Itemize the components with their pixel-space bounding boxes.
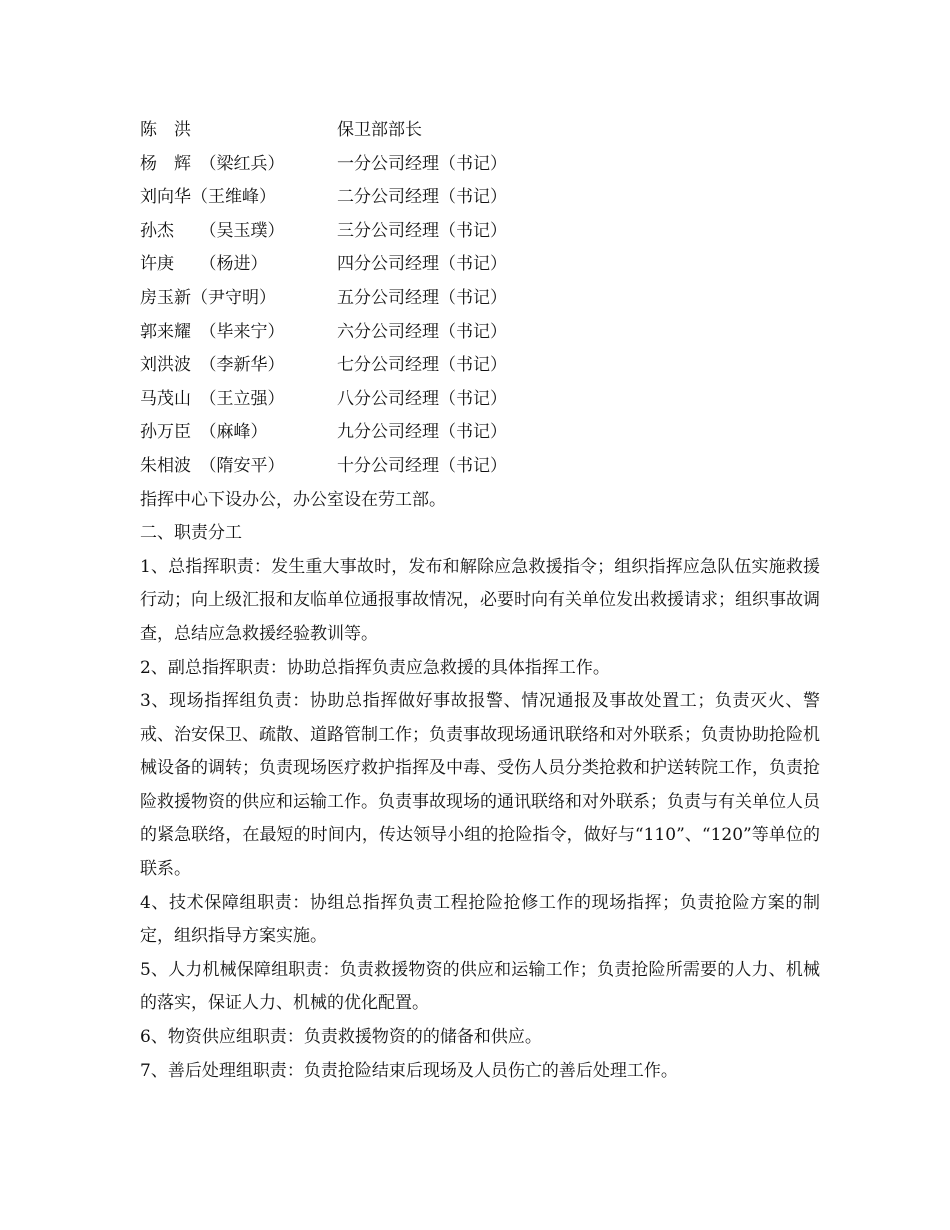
duty-paragraph: 5、人力机械保障组职责：负责救援物资的供应和运输工作；负责抢险所需要的人力、机械的落实，保证人力、机械的优化配置。 [140,959,820,1014]
duty-paragraph: 1、总指挥职责：发生重大事故时，发布和解除应急救援指令；组织指挥应急队伍实施救援行动；向上级汇报和友临单位通报事故情况，必要时向有关单位发出救援请求；组织事故调查，总结应急救援经验教训等。 [140,556,820,644]
roster-role: 六分公司经理（书记） [337,321,507,342]
roster-row [140,181,820,215]
roster-row [140,383,820,417]
roster-role: 四分公司经理（书记） [337,254,507,275]
roster-row [140,248,820,282]
duty-paragraph: 4、技术保障组职责：协组总指挥负责工程抢险抢修工作的现场指挥；负责抢险方案的制定，组织指导方案实施。 [140,892,820,947]
duty-paragraph: 2、副总指挥职责：协助总指挥负责应急救援的具体指挥工作。 [140,657,610,678]
document-page [140,114,820,1088]
roster-name: 孙杰 （吴玉璞） [140,220,285,241]
duty-paragraph: 7、善后处理组职责：负责抢险结束后现场及人员伤亡的善后处理工作。 [140,1060,678,1081]
roster-role: 三分公司经理（书记） [337,220,507,241]
roster-row [140,282,820,316]
section-heading: 二、职责分工 [140,523,242,544]
duty-paragraph: 3、现场指挥组负责：协助总指挥做好事故报警、情况通报及事故处置工；负责灭火、警戒、治安保卫、疏散、道路管制工作；负责事故现场通讯联络和对外联系；负责协助抢险机械设备的调转；负责现场医疗救护指挥及中毒、受伤人员分类抢救和护送转院工作，负责抢险救援物资的供应和运输工作。负责事故现场的通讯联络和对外联系；负责与有关单位人员的紧急联络，在最短的时间内，传达领导小组的抢险指令，做好与“110”、“120”等单位的联系。 [140,691,820,880]
roster-row [140,148,820,182]
roster-row [140,215,820,249]
office-note: 指挥中心下设办公，办公室设在劳工部。 [140,489,446,510]
roster-role: 九分公司经理（书记） [337,422,507,443]
roster-role: 二分公司经理（书记） [337,187,507,208]
roster-row [140,316,820,350]
roster-name: 陈 洪 [140,120,191,140]
roster-list [140,114,820,484]
roster-name: 郭来耀 （毕来宁） [140,321,285,342]
roster-row [140,450,820,484]
roster-role: 十分公司经理（书记） [337,455,507,476]
roster-name: 孙万臣 （麻峰） [140,422,268,443]
roster-role: 保卫部部长 [337,120,422,140]
roster-name: 刘洪波 （李新华） [140,355,285,376]
roster-row [140,349,820,383]
roster-role: 八分公司经理（书记） [337,388,507,409]
roster-name: 房玉新（尹守明） [140,287,276,308]
body-text [140,484,820,1089]
roster-name: 许庚 （杨进） [140,254,268,275]
roster-role: 一分公司经理（书记） [337,153,507,174]
roster-name: 马茂山 （王立强） [140,388,285,409]
duty-paragraph: 6、物资供应组职责：负责救援物资的的储备和供应。 [140,1027,542,1048]
roster-role: 五分公司经理（书记） [337,287,507,308]
roster-name: 朱相波 （隋安平） [140,455,285,476]
roster-role: 七分公司经理（书记） [337,355,507,376]
roster-name: 杨 辉 （梁红兵） [140,153,285,174]
roster-row [140,114,820,148]
roster-name: 刘向华（王维峰） [140,187,276,208]
roster-row [140,416,820,450]
